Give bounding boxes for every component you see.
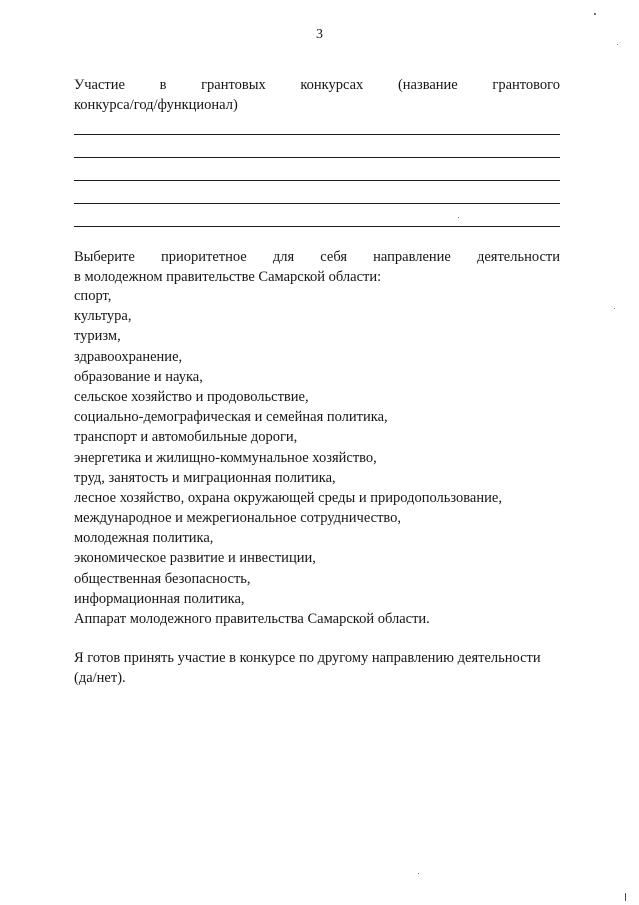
direction-question-line-2: в молодежном правительстве Самарской области: <box>74 269 382 285</box>
list-item: образование и наука, <box>74 368 203 385</box>
scan-speck <box>614 308 615 309</box>
scan-speck <box>617 44 618 45</box>
answer-line-5[interactable] <box>74 226 560 227</box>
list-item: социально-демографическая и семейная политика, <box>74 409 388 426</box>
list-item: информационная политика, <box>74 590 245 607</box>
directions-list <box>74 286 574 629</box>
scan-speck <box>594 13 596 15</box>
page-number: 3 <box>316 27 323 42</box>
answer-line-3[interactable] <box>74 180 560 181</box>
list-item: энергетика и жилищно-коммунальное хозяйство, <box>74 449 377 466</box>
scan-speck <box>418 873 419 874</box>
list-item: молодежная политика, <box>74 530 214 547</box>
list-item: спорт, <box>74 288 112 304</box>
list-item: транспорт и автомобильные дороги, <box>74 429 298 446</box>
answer-line-2[interactable] <box>74 157 560 158</box>
scan-speck <box>625 893 626 901</box>
list-item: лесное хозяйство, охрана окружающей среды и природопользование, <box>74 489 502 506</box>
answer-line-4[interactable] <box>74 203 560 204</box>
direction-question <box>74 247 560 287</box>
list-item: труд, занятость и миграционная политика, <box>74 469 336 486</box>
other-direction-question <box>74 648 564 688</box>
list-item: туризм, <box>74 328 121 345</box>
list-item: здравоохранение, <box>74 348 183 365</box>
list-item: экономическое развитие и инвестиции, <box>74 550 316 567</box>
other-direction-line-1: Я готов принять участие в конкурсе по другому направлению деятельности <box>74 650 541 666</box>
list-item: культура, <box>74 308 132 325</box>
grant-question-line-2: конкурса/год/функционал) <box>74 97 238 113</box>
direction-question-line-1: Выберите приоритетное для себя направление деятельности <box>74 249 560 265</box>
list-item: международное и межрегиональное сотрудничество, <box>74 510 402 527</box>
grant-participation-question <box>74 75 560 115</box>
grant-question-line-1: Участие в грантовых конкурсах (название грантового <box>74 77 560 93</box>
scan-speck <box>458 217 459 218</box>
list-item: Аппарат молодежного правительства Самарской области. <box>74 611 430 627</box>
list-item: сельское хозяйство и продовольствие, <box>74 388 309 405</box>
other-direction-line-2: (да/нет). <box>74 670 126 686</box>
answer-line-1[interactable] <box>74 134 560 135</box>
list-item: общественная безопасность, <box>74 570 251 587</box>
